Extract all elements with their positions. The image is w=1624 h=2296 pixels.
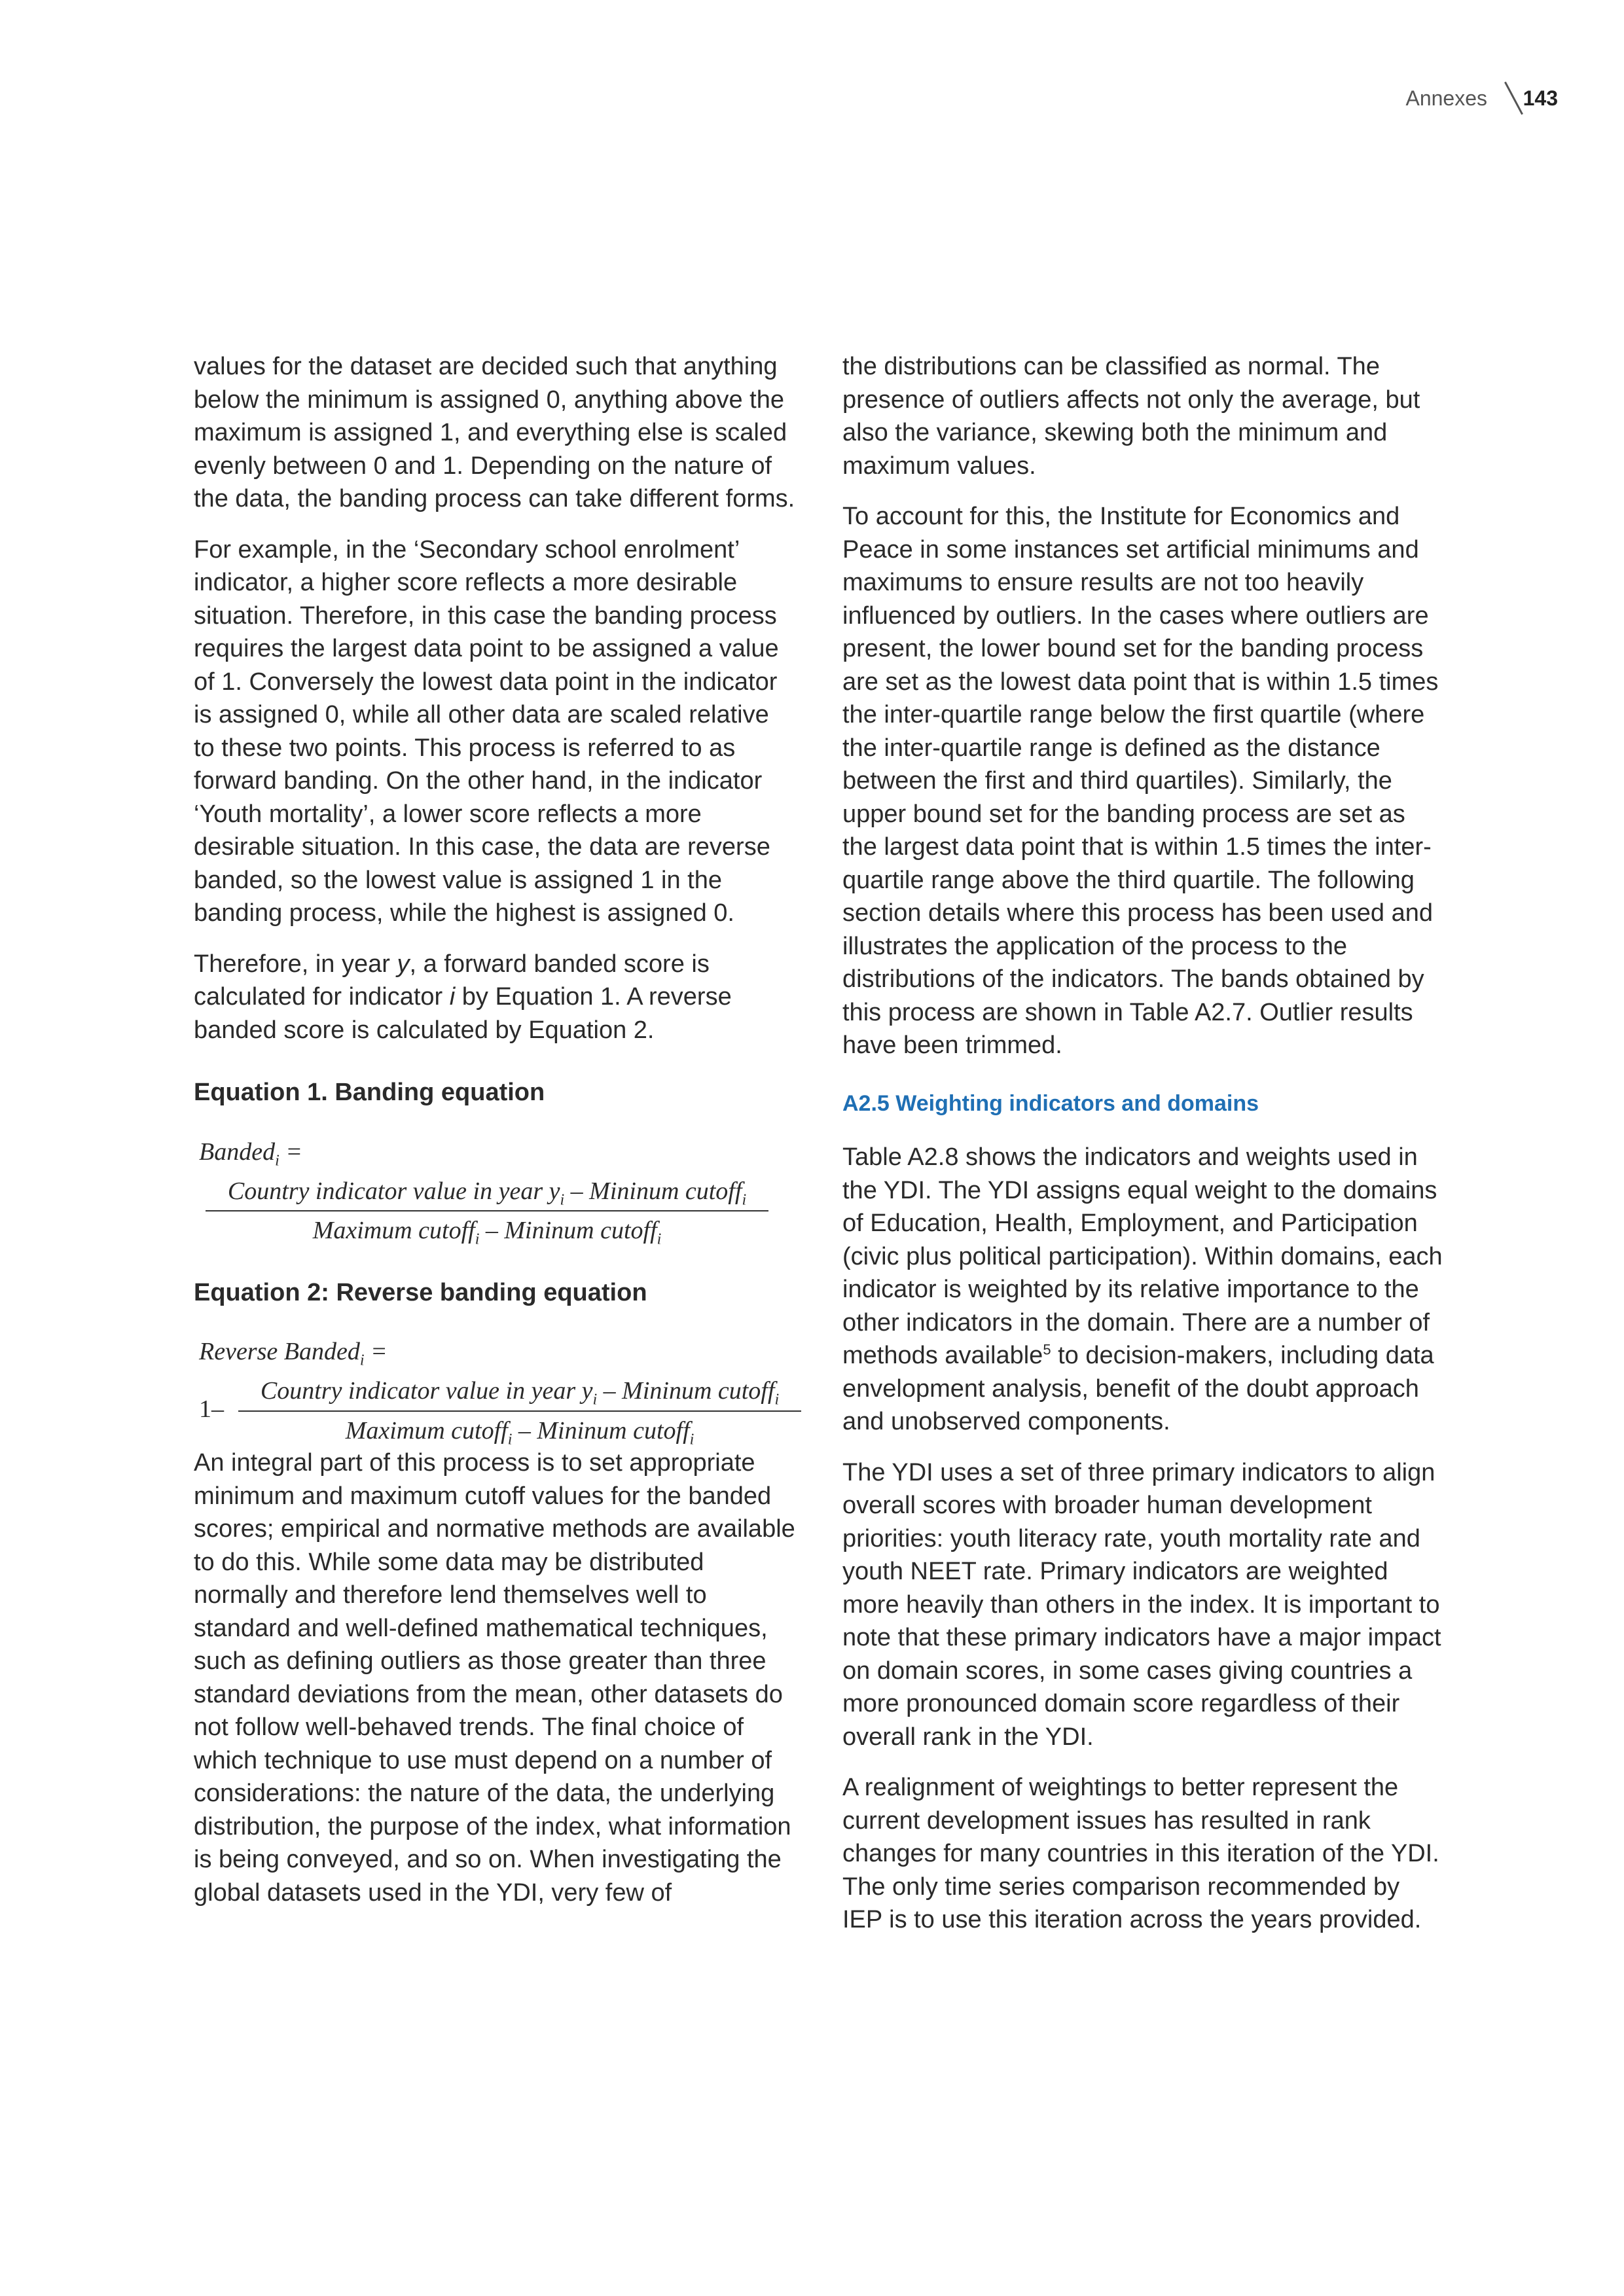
- equation-2-title: Equation 2: Reverse banding equation: [194, 1278, 647, 1306]
- page-header: [1362, 80, 1558, 119]
- equation-1: Banded$_i$ = Country indicator value in year $y_i$ – Mininum cutoff$_i$ Maximum cutoff$_i$ – Mininum cutoff$_i$: [199, 1136, 796, 1247]
- equation-1-title: Equation 1. Banding equation: [194, 1079, 545, 1106]
- footnote-ref: 5: [1043, 1341, 1051, 1358]
- header-divider: [1504, 82, 1523, 115]
- paragraph: For example, in the ‘Secondary school enrolment’ indicator, a higher score reflects a more desirable situation. Therefore, in this case the banding process requires the largest data point to be assigned a value of 1. Conversely the lowest data point in the indicator is assigned 0, while all other data are scaled relative to these two points. This process is referred to as forward banding. On the other hand, in the indicator ‘Youth mortality’, a lower score reflects a more desirable situation. In this case, the data are reverse banded, so the lowest value is assigned 1 in the banding process, while the highest is assigned 0.: [194, 535, 779, 927]
- paragraph: An integral part of this process is to set appropriate minimum and maximum cutoff values for the banded scores; empirical and normative methods are available to do this. While some data may be distributed normally and therefore lend themselves well to standard and well-defined mathematical techniques, such as defining outliers as those greater than three standard deviations from the mean, other datasets do not follow well-behaved trends. The final choice of which technique to use must depend on a number of considerations: the nature of the data, the underlying distribution, the purpose of the index, what information is being conveyed, and so on. When investigating the global datasets used in the YDI, very few of: [194, 1449, 795, 1907]
- paragraph: the distributions can be classified as normal. The presence of outliers affects not only the average, but also the variance, skewing both the minimum and maximum values.: [842, 353, 1420, 480]
- equation-2: Reverse Banded$_i$ = 1– Country indicator value in year $y_i$ – Mininum cutoff$_i$ Maximum cutoff$_i$ – Mininum cutoff$_i$: [199, 1335, 796, 1446]
- paragraph: A realignment of weightings to better represent the current development issues has resulted in rank changes for many countries in this iteration of the YDI. The only time series comparison recommended by IEP is to use this iteration across the years provided.: [842, 1774, 1439, 1933]
- paragraph: values for the dataset are decided such that anything below the minimum is assigned 0, anything above the maximum is assigned 1, and everything else is scaled evenly between 0 and 1. Depending on the nature of the data, the banding process can take different forms.: [194, 353, 795, 512]
- paragraph: Therefore, in year y, a forward banded score is calculated for indicator i by Equation 1. A reverse banded score is calculated by Equation 2.: [194, 950, 732, 1044]
- section-label: Annexes: [1405, 86, 1487, 110]
- page-number: 143: [1523, 86, 1558, 110]
- paragraph: Table A2.8 shows the indicators and weights used in the YDI. The YDI assigns equal weight to the domains of Education, Health, Employment, and Participation (civic plus political participation). Within domains, each indicator is weighted by its relative importance to the other indicators in the domain. There are a number of methods available$^5$ to decision-makers, including data envelopment analysis, benefit of the doubt approach and unobserved components.: [842, 1143, 1443, 1435]
- right-column: [842, 350, 1445, 1954]
- paragraph: The YDI uses a set of three primary indicators to align overall scores with broader human development priorities: youth literacy rate, youth mortality rate and youth NEET rate. Primary indicators are weighted more heavily than others in the index. It is important to note that these primary indicators have a major impact on domain scores, in some cases giving countries a more pronounced domain score regardless of their overall rank in the YDI.: [842, 1458, 1441, 1751]
- section-heading: A2.5 Weighting indicators and domains: [842, 1090, 1259, 1116]
- paragraph: To account for this, the Institute for Economics and Peace in some instances set artificial minimums and maximums to ensure results are not too heavily influenced by outliers. In the cases where outliers are present, the lower bound set for the banding process are set as the lowest data point that is within 1.5 times the inter-quartile range below the first quartile (where the inter-quartile range is defined as the distance between the first and third quartiles). Similarly, the upper bound set for the banding process are set as the largest data point that is within 1.5 times the inter-quartile range above the third quartile. The following section details where this process has been used and illustrates the application of the process to the distributions of the indicators. The bands obtained by this process are shown in Table A2.7. Outlier results have been trimmed.: [842, 503, 1439, 1059]
- left-column: [194, 350, 796, 1927]
